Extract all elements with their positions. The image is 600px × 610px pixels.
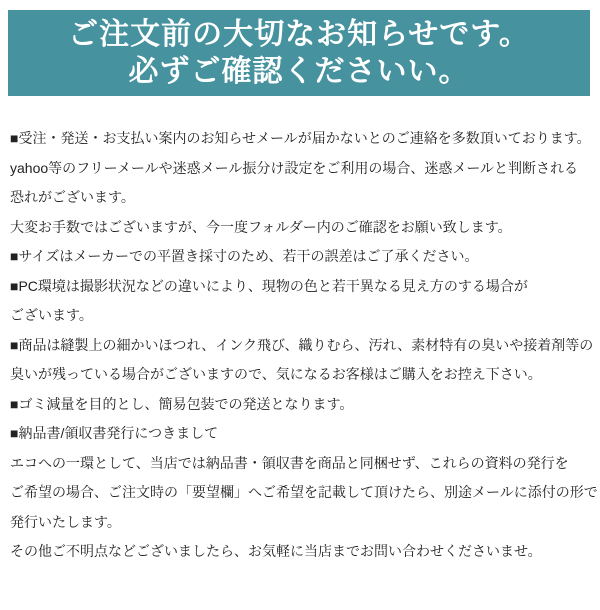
notice-line: 恐れがございます。 <box>10 189 135 205</box>
notice-line: エコへの一環として、当店では納品書・領収書を商品と同梱せず、これらの資料の発行を <box>10 454 569 471</box>
notice-line: ■サイズはメーカーでの平置き採寸のため、若干の誤差はご了承ください。 <box>10 248 479 264</box>
notice-line: ご希望の場合、ご注文時の「要望欄」へご希望を記載して頂けたら、別途メールに添付の形で <box>10 484 598 500</box>
notice-line: yahoo等のフリーメールや迷惑メール振分け設定をご利用の場合、迷惑メールと判断される <box>10 159 579 176</box>
notice-line: 発行いたします。 <box>10 513 121 530</box>
banner-title-line2: 必ずご確認くださいい。 <box>128 55 470 88</box>
notice-line: その他ご不明点などございましたら、お気軽に当店までお問い合わせくださいませ。 <box>10 543 542 559</box>
banner-title-line1: ご注文前の大切なお知らせです。 <box>68 18 530 51</box>
notice-line: ございます。 <box>10 307 93 323</box>
notice-line: ■商品は縫製上の細かいほつれ、インク飛び、織りむら、汚れ、素材特有の臭いや接着剤等の <box>10 336 594 353</box>
notice-line: ■受注・発送・お支払い案内のお知らせメールが届かないとのご連絡を多数頂いております。 <box>10 130 591 146</box>
notice-line: ■PC環境は撮影状況などの違いにより、現物の色と若干異なる見え方のする場合が <box>10 277 528 294</box>
notice-banner <box>8 10 590 96</box>
notice-line: 臭いが残っている場合がございますので、気になるお客様はご購入をお控え下さい。 <box>10 366 542 382</box>
notice-line: ■納品書/領収書発行につきまして <box>10 425 219 441</box>
notice-body <box>10 124 600 567</box>
notice-line: 大変お手数ではございますが、今一度フォルダー内のご確認をお願い致します。 <box>10 218 512 235</box>
notice-line: ■ゴミ減量を目的とし、簡易包装での発送となります。 <box>10 395 354 412</box>
